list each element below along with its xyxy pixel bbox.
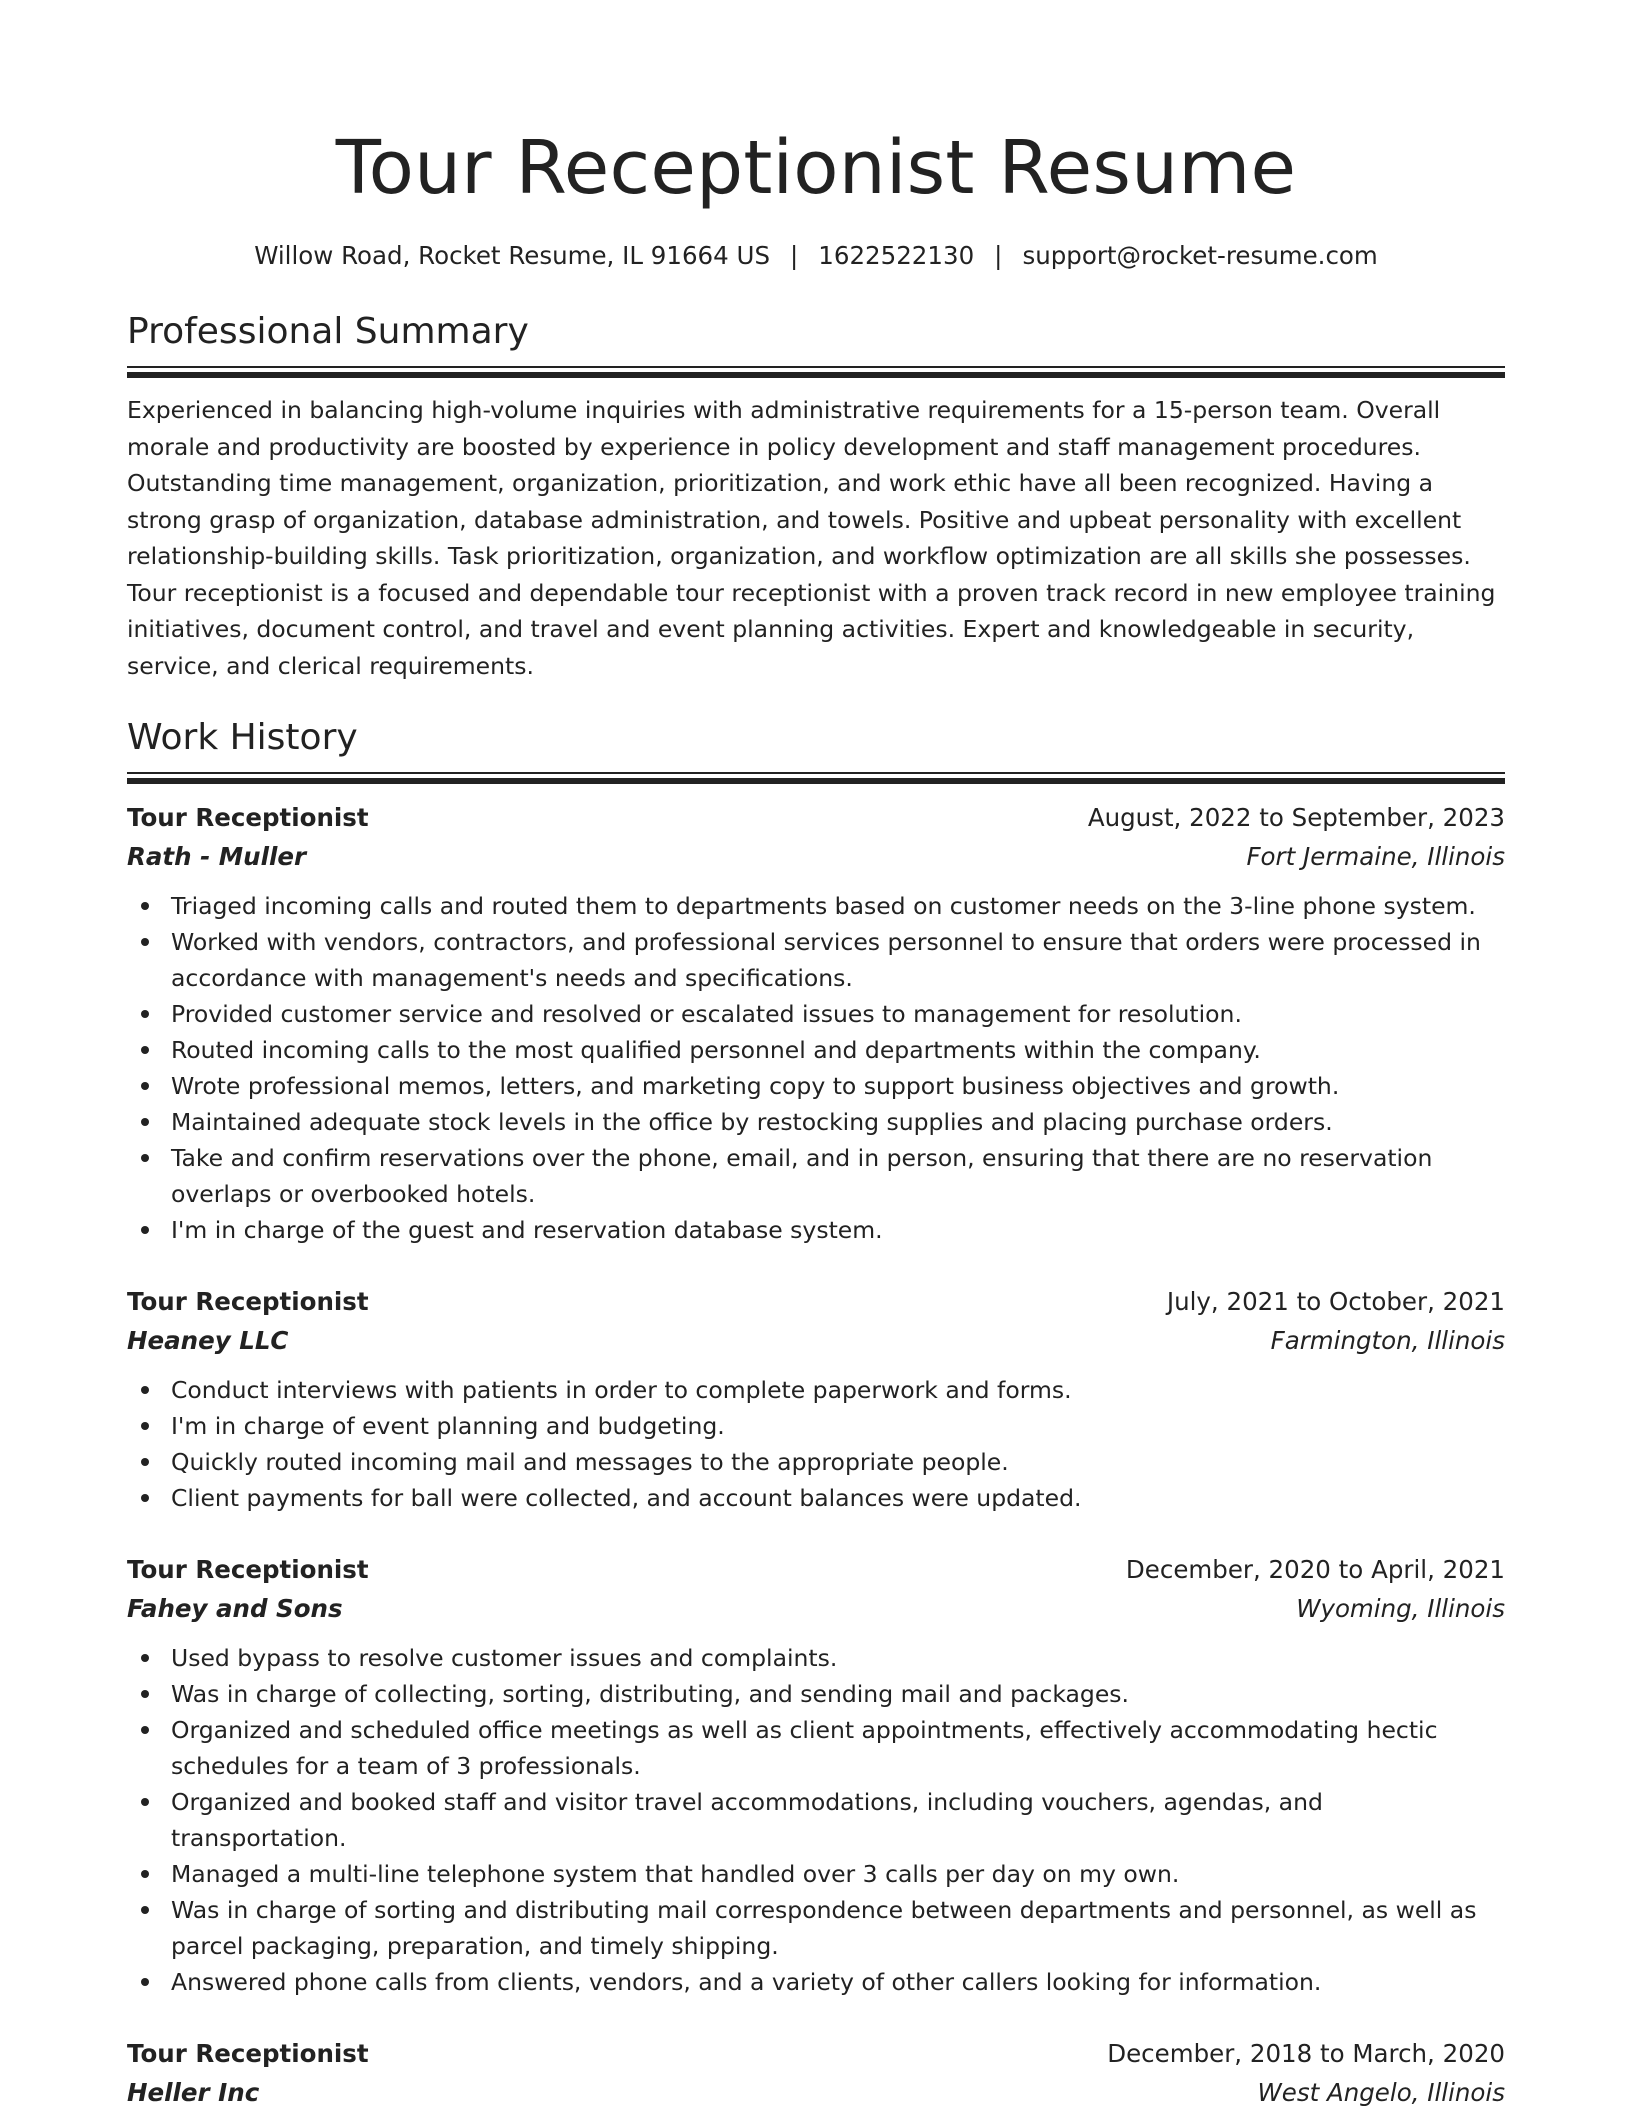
job-company: Rath - Muller <box>127 842 307 871</box>
job-bullet: Quickly routed incoming mail and messages to the appropriate people. <box>127 1444 1505 1480</box>
job-bullet: Wrote professional memos, letters, and marketing copy to support business objectives and growth. <box>127 1068 1505 1104</box>
section-divider <box>127 372 1505 378</box>
job-location: Wyoming, Illinois <box>1296 1594 1505 1623</box>
job-title-row <box>127 2034 1505 2073</box>
job-bullet: Was in charge of collecting, sorting, distributing, and sending mail and packages. <box>127 1676 1505 1712</box>
summary-text: Experienced in balancing high-volume inquiries with administrative requirements for a 15-person team. Overall morale and productivity are boosted by experience in policy development and staff management procedures. Outstanding time management, organization, prioritization, and work ethic have all been recognized. Having a strong grasp of organization, database administration, and towels. Positive and upbeat personality with excellent relationship-building skills. Task prioritization, organization, and workflow optimization are all skills she possesses. Tour receptionist is a focused and dependable tour receptionist with a proven track record in new employee training initiatives, document control, and travel and event planning activities. Expert and knowledgeable in security, service, and clerical requirements. <box>127 396 1496 680</box>
section-divider <box>127 772 1505 774</box>
resume-title: Tour Receptionist Resume <box>335 125 1297 211</box>
job-location: West Angelo, Illinois <box>1257 2078 1505 2107</box>
job-company: Heller Inc <box>127 2078 260 2107</box>
section-divider <box>127 366 1505 368</box>
job-bullet-list <box>127 1372 1505 1516</box>
job-bullet: Was in charge of sorting and distributing mail correspondence between departments and personnel, as well as parcel packaging, preparation, and timely shipping. <box>127 1892 1505 1964</box>
job-entry <box>127 798 1505 1248</box>
job-bullet: Used bypass to resolve customer issues and complaints. <box>127 1640 1505 1676</box>
professional-summary-section <box>127 308 1505 684</box>
contact-separator: | <box>994 241 1003 270</box>
job-location: Farmington, Illinois <box>1270 1326 1505 1355</box>
job-dates: August, 2022 to September, 2023 <box>1087 803 1505 832</box>
job-dates: July, 2021 to October, 2021 <box>1166 1287 1505 1316</box>
job-bullet-list <box>127 888 1505 1248</box>
job-company: Fahey and Sons <box>127 1594 343 1623</box>
section-heading-work-history: Work History <box>127 717 358 758</box>
jobs-list <box>127 798 1505 2112</box>
job-company-row <box>127 2073 1505 2112</box>
contact-separator: | <box>790 241 799 270</box>
job-bullet: Maintained adequate stock levels in the office by restocking supplies and placing purchase orders. <box>127 1104 1505 1140</box>
job-bullet: Worked with vendors, contractors, and professional services personnel to ensure that orders were processed in accordance with management's needs and specifications. <box>127 924 1505 996</box>
job-bullet: Provided customer service and resolved or escalated issues to management for resolution. <box>127 996 1505 1032</box>
contact-address: Willow Road, Rocket Resume, IL 91664 US <box>254 241 771 270</box>
section-heading-summary: Professional Summary <box>127 311 529 352</box>
job-bullet: I'm in charge of event planning and budgeting. <box>127 1408 1505 1444</box>
job-location: Fort Jermaine, Illinois <box>1246 842 1505 871</box>
job-company-row <box>127 1589 1505 1628</box>
job-bullet: Client payments for ball were collected, and account balances were updated. <box>127 1480 1505 1516</box>
job-bullet: Triaged incoming calls and routed them to departments based on customer needs on the 3-line phone system. <box>127 888 1505 924</box>
job-company: Heaney LLC <box>127 1326 289 1355</box>
job-bullet: Routed incoming calls to the most qualified personnel and departments within the company. <box>127 1032 1505 1068</box>
contact-email: support@rocket-resume.com <box>1022 241 1378 270</box>
job-bullet-list <box>127 1640 1505 2000</box>
job-entry <box>127 2034 1505 2112</box>
job-dates: December, 2020 to April, 2021 <box>1125 1555 1505 1584</box>
job-company-row <box>127 837 1505 876</box>
job-bullet: Organized and scheduled office meetings as well as client appointments, effectively accommodating hectic schedules for a team of 3 professionals. <box>127 1712 1505 1784</box>
job-bullet: Managed a multi-line telephone system that handled over 3 calls per day on my own. <box>127 1856 1505 1892</box>
contact-line <box>127 240 1505 272</box>
job-entry <box>127 1550 1505 2000</box>
job-title: Tour Receptionist <box>127 2039 369 2068</box>
job-title: Tour Receptionist <box>127 803 369 832</box>
job-bullet: I'm in charge of the guest and reservation database system. <box>127 1212 1505 1248</box>
job-company-row <box>127 1321 1505 1360</box>
job-bullet: Conduct interviews with patients in order to complete paperwork and forms. <box>127 1372 1505 1408</box>
job-title: Tour Receptionist <box>127 1555 369 1584</box>
job-bullet: Organized and booked staff and visitor travel accommodations, including vouchers, agendas, and transportation. <box>127 1784 1505 1856</box>
section-divider <box>127 778 1505 784</box>
job-title-row <box>127 798 1505 837</box>
job-title: Tour Receptionist <box>127 1287 369 1316</box>
job-bullet: Take and confirm reservations over the phone, email, and in person, ensuring that there are no reservation overlaps or overbooked hotels. <box>127 1140 1505 1212</box>
contact-phone: 1622522130 <box>818 241 975 270</box>
work-history-section <box>127 714 1505 2112</box>
job-entry <box>127 1282 1505 1516</box>
job-title-row <box>127 1282 1505 1321</box>
job-bullet: Answered phone calls from clients, vendors, and a variety of other callers looking for information. <box>127 1964 1505 2000</box>
job-dates: December, 2018 to March, 2020 <box>1107 2039 1505 2068</box>
job-title-row <box>127 1550 1505 1589</box>
